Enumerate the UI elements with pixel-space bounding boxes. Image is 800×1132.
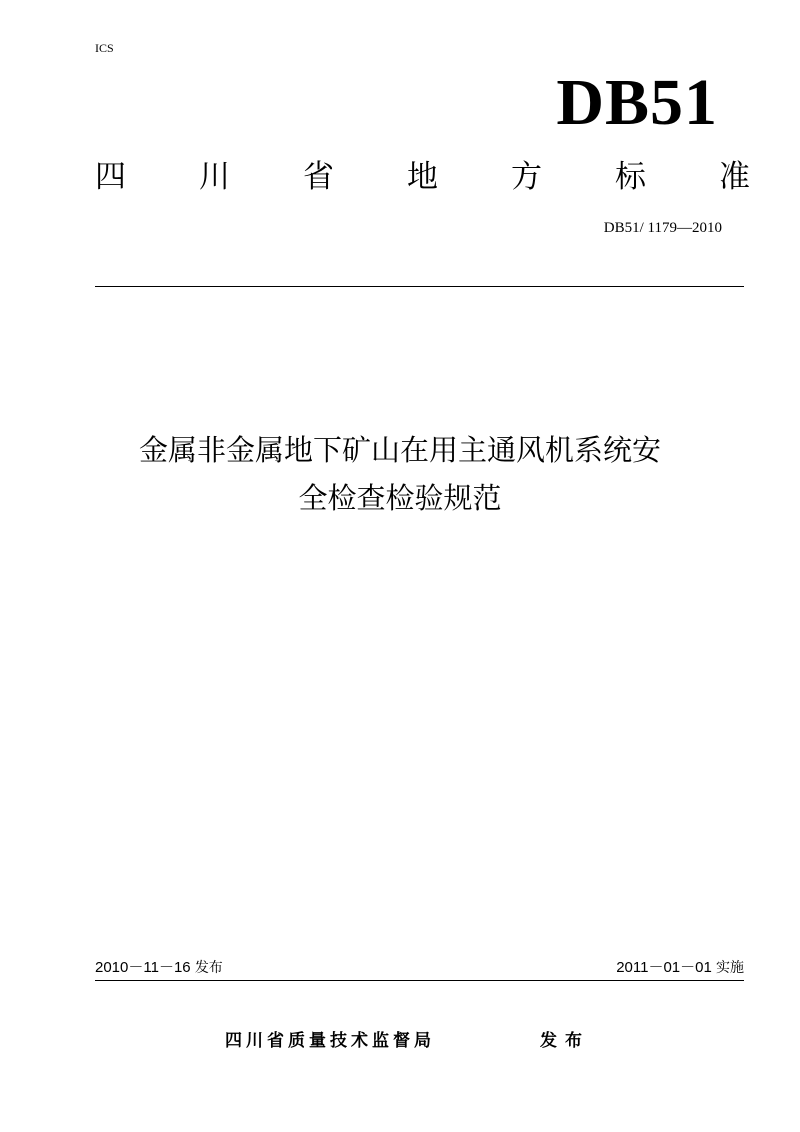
implement-date-block [616,958,744,978]
standard-type-char: 标 [615,159,646,195]
standard-type-char: 川 [199,159,230,195]
footer-divider [95,980,744,981]
standard-type-char: 方 [511,159,542,195]
standard-type-heading [95,154,750,200]
title-line-2: 全检查检验规范 [298,481,502,515]
ics-code-label: ICS [95,41,114,55]
issue-action-label: 发布 [540,1031,590,1051]
publish-date-block [95,958,223,978]
standard-type-char: 准 [719,159,750,195]
title-line-1: 金属非金属地下矿山在用主通风机系统安 [138,433,661,467]
date-row [95,958,744,978]
implement-date: 2011－01－01 [616,959,712,976]
standard-code-mark: DB51 [556,66,718,139]
publish-label: 发布 [194,960,223,976]
implement-label: 实施 [716,960,744,976]
issuing-authority: 四川省质量技术监督局 [225,1031,435,1051]
standard-type-char: 地 [407,159,438,195]
publish-date: 2010－11－16 [95,959,191,976]
standard-type-char: 省 [303,159,334,195]
standard-number: DB51/ 1179—2010 [603,220,722,236]
header-divider [95,286,744,287]
standard-type-char: 四 [95,159,126,195]
document-title [50,426,750,522]
